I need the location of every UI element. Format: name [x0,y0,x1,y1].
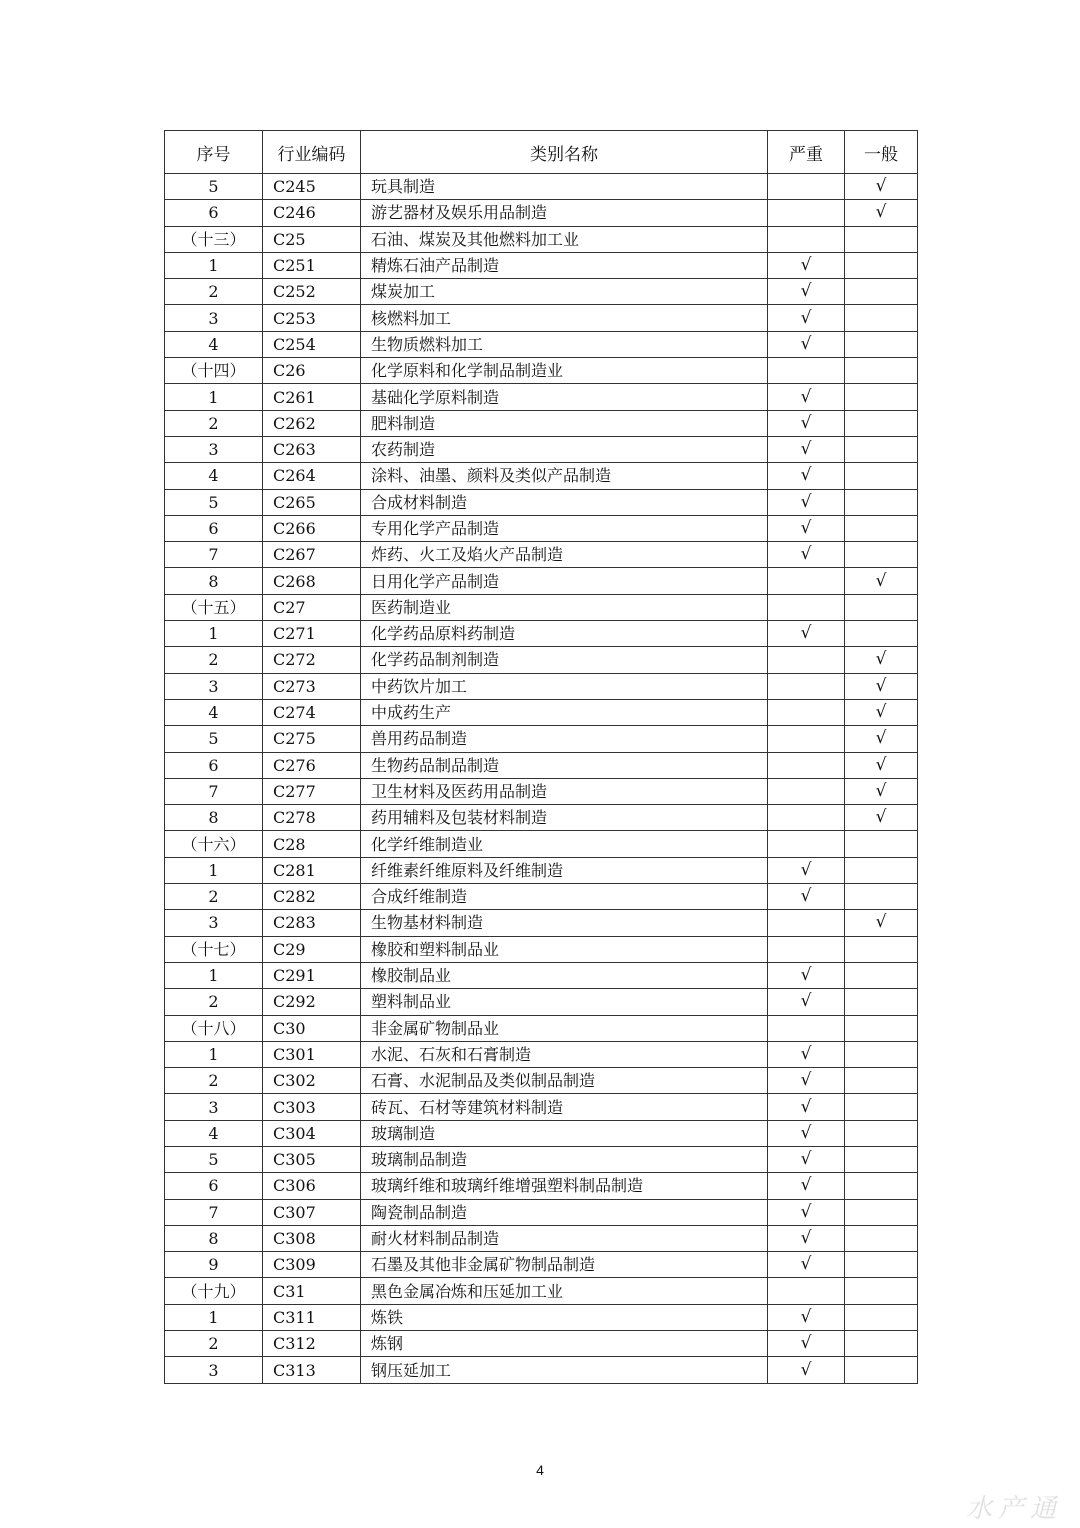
cell-name: 玻璃制造 [361,1120,768,1146]
table-row [165,805,918,831]
cell-general [845,463,918,489]
cell-no: 1 [165,857,263,883]
cell-no: 2 [165,410,263,436]
cell-severe [768,699,845,725]
cell-general [845,226,918,252]
cell-code: C264 [263,463,361,489]
table-row [165,1252,918,1278]
table-row [165,542,918,568]
cell-general [845,1252,918,1278]
cell-code: C301 [263,1041,361,1067]
cell-general [845,1068,918,1094]
cell-name: 中成药生产 [361,699,768,725]
cell-severe [768,726,845,752]
cell-no: 7 [165,1199,263,1225]
cell-severe: √ [768,1357,845,1383]
cell-severe [768,910,845,936]
cell-no: 2 [165,1068,263,1094]
cell-severe [768,752,845,778]
cell-general [845,1357,918,1383]
cell-no: 7 [165,778,263,804]
cell-code: C245 [263,174,361,200]
cell-general [845,331,918,357]
cell-code: C25 [263,226,361,252]
cell-code: C254 [263,331,361,357]
table-row [165,515,918,541]
cell-name: 核燃料加工 [361,305,768,331]
cell-name: 游艺器材及娱乐用品制造 [361,200,768,226]
cell-name: 生物基材料制造 [361,910,768,936]
cell-general: √ [845,200,918,226]
cell-general [845,857,918,883]
cell-name: 化学纤维制造业 [361,831,768,857]
cell-general [845,1225,918,1251]
cell-general: √ [845,568,918,594]
cell-no: 3 [165,305,263,331]
cell-name: 化学药品原料药制造 [361,621,768,647]
cell-code: C253 [263,305,361,331]
table-header-row [165,131,918,174]
cell-code: C27 [263,594,361,620]
table-section-row [165,831,918,857]
cell-general [845,279,918,305]
cell-severe [768,594,845,620]
table-row [165,1094,918,1120]
cell-code: C313 [263,1357,361,1383]
cell-no: 6 [165,752,263,778]
cell-no: 5 [165,1146,263,1172]
cell-code: C308 [263,1225,361,1251]
cell-no: 4 [165,463,263,489]
cell-name: 日用化学产品制造 [361,568,768,594]
cell-general: √ [845,174,918,200]
cell-name: 钢压延加工 [361,1357,768,1383]
table-row [165,200,918,226]
cell-code: C26 [263,358,361,384]
cell-severe: √ [768,436,845,462]
cell-severe [768,568,845,594]
table-row [165,436,918,462]
cell-name: 石膏、水泥制品及类似制品制造 [361,1068,768,1094]
cell-no: 3 [165,1094,263,1120]
cell-severe [768,1278,845,1304]
table-row [165,252,918,278]
cell-general: √ [845,726,918,752]
cell-severe [768,778,845,804]
cell-code: C305 [263,1146,361,1172]
header-severe: 严重 [768,131,845,174]
table-row [165,989,918,1015]
cell-severe: √ [768,542,845,568]
cell-no: 2 [165,989,263,1015]
cell-severe [768,200,845,226]
cell-name: 肥料制造 [361,410,768,436]
table-row [165,463,918,489]
table-section-row [165,1015,918,1041]
cell-name: 合成材料制造 [361,489,768,515]
cell-code: C307 [263,1199,361,1225]
cell-severe [768,831,845,857]
cell-general [845,621,918,647]
cell-general [845,1094,918,1120]
cell-general: √ [845,778,918,804]
table-section-row [165,226,918,252]
table-section-row [165,358,918,384]
cell-severe: √ [768,1173,845,1199]
cell-no: （十九） [165,1278,263,1304]
cell-general [845,884,918,910]
cell-name: 医药制造业 [361,594,768,620]
cell-name: 合成纤维制造 [361,884,768,910]
cell-severe: √ [768,621,845,647]
cell-no: 2 [165,1331,263,1357]
cell-code: C262 [263,410,361,436]
cell-no: （十四） [165,358,263,384]
cell-no: 7 [165,542,263,568]
cell-no: 4 [165,699,263,725]
table-row [165,778,918,804]
cell-no: 1 [165,252,263,278]
cell-severe [768,358,845,384]
cell-no: 9 [165,1252,263,1278]
cell-no: 3 [165,436,263,462]
cell-code: C261 [263,384,361,410]
table-row [165,1068,918,1094]
table-section-row [165,1278,918,1304]
cell-name: 药用辅料及包装材料制造 [361,805,768,831]
cell-general: √ [845,699,918,725]
cell-general [845,1278,918,1304]
cell-severe: √ [768,884,845,910]
cell-general: √ [845,805,918,831]
cell-code: C303 [263,1094,361,1120]
cell-name: 橡胶制品业 [361,962,768,988]
cell-no: 5 [165,489,263,515]
cell-severe: √ [768,305,845,331]
table-row [165,384,918,410]
cell-severe: √ [768,1199,845,1225]
cell-general [845,489,918,515]
cell-name: 化学药品制剂制造 [361,647,768,673]
cell-no: 1 [165,621,263,647]
cell-no: （十五） [165,594,263,620]
cell-name: 橡胶和塑料制品业 [361,936,768,962]
watermark-logo: 水产通 [965,1494,1062,1524]
cell-name: 水泥、石灰和石膏制造 [361,1041,768,1067]
cell-name: 精炼石油产品制造 [361,252,768,278]
cell-general [845,1146,918,1172]
cell-general [845,1331,918,1357]
cell-name: 玻璃制品制造 [361,1146,768,1172]
cell-general [845,252,918,278]
cell-code: C271 [263,621,361,647]
table-row [165,410,918,436]
industry-table [164,130,918,1384]
table-row [165,305,918,331]
cell-name: 陶瓷制品制造 [361,1199,768,1225]
cell-no: 2 [165,647,263,673]
cell-severe: √ [768,252,845,278]
cell-general [845,831,918,857]
table-row [165,1120,918,1146]
cell-severe: √ [768,279,845,305]
cell-no: 1 [165,384,263,410]
cell-code: C278 [263,805,361,831]
cell-code: C272 [263,647,361,673]
cell-no: 5 [165,174,263,200]
cell-name: 化学原料和化学制品制造业 [361,358,768,384]
table-row [165,279,918,305]
table-row [165,1146,918,1172]
cell-code: C30 [263,1015,361,1041]
cell-severe [768,673,845,699]
cell-severe: √ [768,1041,845,1067]
cell-name: 农药制造 [361,436,768,462]
cell-general [845,305,918,331]
cell-code: C302 [263,1068,361,1094]
cell-name: 玩具制造 [361,174,768,200]
cell-code: C292 [263,989,361,1015]
table-row [165,568,918,594]
cell-no: 6 [165,200,263,226]
cell-general: √ [845,647,918,673]
cell-general [845,436,918,462]
cell-code: C29 [263,936,361,962]
cell-general [845,962,918,988]
cell-severe: √ [768,857,845,883]
cell-general [845,358,918,384]
header-name: 类别名称 [361,131,768,174]
table-row [165,331,918,357]
cell-severe: √ [768,1225,845,1251]
cell-general [845,1041,918,1067]
table-row [165,647,918,673]
cell-name: 石墨及其他非金属矿物制品制造 [361,1252,768,1278]
cell-severe: √ [768,1068,845,1094]
cell-name: 生物质燃料加工 [361,331,768,357]
cell-code: C273 [263,673,361,699]
table-section-row [165,936,918,962]
table-row [165,699,918,725]
cell-no: （十八） [165,1015,263,1041]
cell-code: C251 [263,252,361,278]
cell-severe: √ [768,1252,845,1278]
table-body [165,174,918,1384]
cell-code: C309 [263,1252,361,1278]
cell-no: 3 [165,1357,263,1383]
cell-severe: √ [768,1146,845,1172]
cell-code: C304 [263,1120,361,1146]
cell-no: 8 [165,1225,263,1251]
cell-severe: √ [768,331,845,357]
cell-name: 中药饮片加工 [361,673,768,699]
table-row [165,1225,918,1251]
cell-no: 6 [165,515,263,541]
cell-no: 4 [165,1120,263,1146]
table-row [165,1041,918,1067]
cell-general [845,1015,918,1041]
cell-name: 耐火材料制品制造 [361,1225,768,1251]
cell-no: 2 [165,884,263,910]
cell-name: 炼钢 [361,1331,768,1357]
cell-severe [768,226,845,252]
table-row [165,621,918,647]
cell-no: （十七） [165,936,263,962]
cell-no: （十六） [165,831,263,857]
cell-code: C306 [263,1173,361,1199]
cell-code: C311 [263,1304,361,1330]
table-row [165,1304,918,1330]
cell-name: 非金属矿物制品业 [361,1015,768,1041]
cell-no: 1 [165,1041,263,1067]
cell-name: 纤维素纤维原料及纤维制造 [361,857,768,883]
cell-code: C275 [263,726,361,752]
cell-name: 煤炭加工 [361,279,768,305]
cell-no: 2 [165,279,263,305]
cell-severe [768,174,845,200]
cell-name: 砖瓦、石材等建筑材料制造 [361,1094,768,1120]
cell-no: 3 [165,910,263,936]
cell-no: 1 [165,962,263,988]
cell-severe: √ [768,489,845,515]
cell-code: C283 [263,910,361,936]
table-section-row [165,594,918,620]
table-row [165,962,918,988]
cell-severe: √ [768,1120,845,1146]
cell-general [845,989,918,1015]
header-code: 行业编码 [263,131,361,174]
cell-name: 专用化学产品制造 [361,515,768,541]
header-no: 序号 [165,131,263,174]
cell-code: C291 [263,962,361,988]
cell-code: C312 [263,1331,361,1357]
cell-general [845,542,918,568]
cell-general [845,936,918,962]
table-row [165,910,918,936]
cell-no: 1 [165,1304,263,1330]
cell-code: C266 [263,515,361,541]
cell-code: C267 [263,542,361,568]
cell-general [845,1120,918,1146]
cell-code: C276 [263,752,361,778]
cell-general [845,1304,918,1330]
cell-name: 卫生材料及医药用品制造 [361,778,768,804]
cell-general [845,1199,918,1225]
cell-name: 炸药、火工及焰火产品制造 [361,542,768,568]
cell-severe [768,936,845,962]
table-row [165,1331,918,1357]
cell-severe: √ [768,384,845,410]
cell-code: C265 [263,489,361,515]
cell-severe: √ [768,410,845,436]
cell-code: C282 [263,884,361,910]
cell-name: 黑色金属冶炼和压延加工业 [361,1278,768,1304]
cell-code: C263 [263,436,361,462]
header-general: 一般 [845,131,918,174]
table-row [165,1357,918,1383]
cell-code: C31 [263,1278,361,1304]
cell-name: 炼铁 [361,1304,768,1330]
cell-code: C28 [263,831,361,857]
cell-general [845,594,918,620]
cell-severe: √ [768,515,845,541]
cell-no: 8 [165,568,263,594]
cell-general [845,1173,918,1199]
cell-name: 生物药品制品制造 [361,752,768,778]
cell-severe [768,647,845,673]
cell-severe [768,805,845,831]
table-row [165,752,918,778]
cell-name: 涂料、油墨、颜料及类似产品制造 [361,463,768,489]
cell-severe: √ [768,1094,845,1120]
cell-code: C274 [263,699,361,725]
table-row [165,1173,918,1199]
cell-severe [768,1015,845,1041]
cell-no: 3 [165,673,263,699]
cell-no: 6 [165,1173,263,1199]
cell-no: 8 [165,805,263,831]
cell-code: C246 [263,200,361,226]
cell-general [845,384,918,410]
cell-no: 4 [165,331,263,357]
cell-name: 玻璃纤维和玻璃纤维增强塑料制品制造 [361,1173,768,1199]
table-row [165,884,918,910]
cell-general [845,410,918,436]
cell-severe: √ [768,1304,845,1330]
cell-name: 塑料制品业 [361,989,768,1015]
cell-severe: √ [768,962,845,988]
cell-name: 基础化学原料制造 [361,384,768,410]
cell-name: 兽用药品制造 [361,726,768,752]
table-row [165,1199,918,1225]
table-row [165,489,918,515]
table-row [165,174,918,200]
cell-name: 石油、煤炭及其他燃料加工业 [361,226,768,252]
cell-general: √ [845,910,918,936]
page-number: 4 [536,1462,544,1478]
cell-severe: √ [768,463,845,489]
cell-severe: √ [768,1331,845,1357]
cell-no: 5 [165,726,263,752]
table-row [165,857,918,883]
cell-general: √ [845,673,918,699]
cell-code: C268 [263,568,361,594]
cell-code: C277 [263,778,361,804]
cell-general [845,515,918,541]
cell-severe: √ [768,989,845,1015]
cell-code: C252 [263,279,361,305]
cell-no: （十三） [165,226,263,252]
table-row [165,726,918,752]
table-row [165,673,918,699]
cell-code: C281 [263,857,361,883]
cell-general: √ [845,752,918,778]
